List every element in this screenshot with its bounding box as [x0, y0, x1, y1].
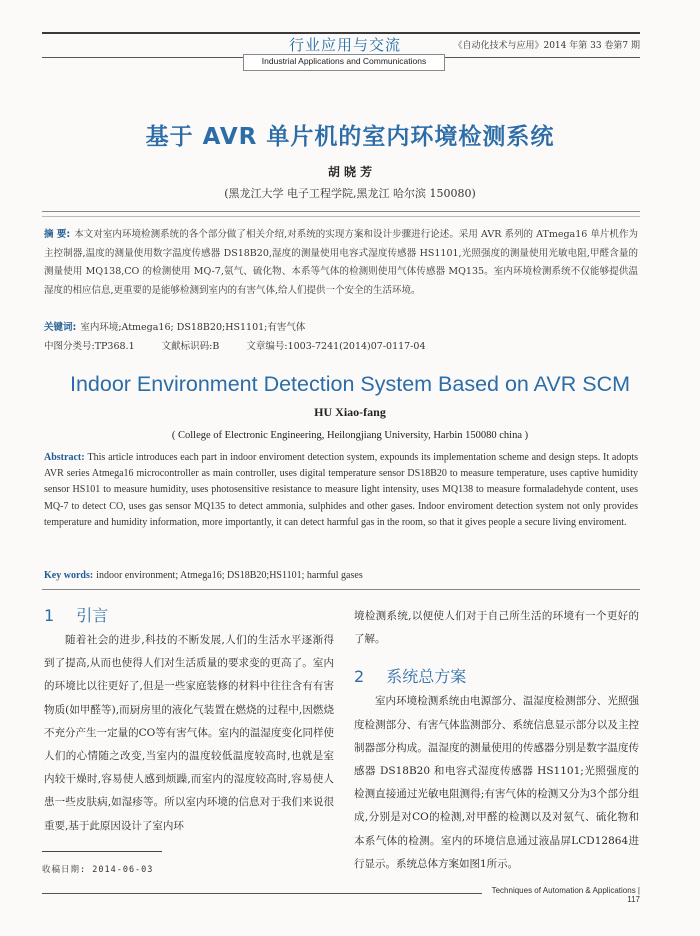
keywords-cn-label: 关键词:	[44, 322, 77, 333]
section-2-body	[354, 690, 639, 876]
header-section-subtitle: Industrial Applications and Communications	[261, 56, 427, 66]
section-1-heading	[44, 603, 334, 626]
paper-title: 基于 AVR 单片机的室内环境检测系统	[145, 124, 555, 150]
page-footer-rule	[42, 893, 482, 894]
keywords-en	[44, 570, 638, 581]
section-1-continuation	[354, 605, 639, 651]
abstract-cn-label: 摘 要:	[44, 229, 71, 240]
author-affiliation: (黑龙江大学 电子工程学院,黑龙江 哈尔滨 150080)	[224, 187, 476, 200]
header-section-title: 行业应用与交流	[288, 36, 401, 54]
abstract-en-text: This article introduces each part in indoor enviroment detection system, expounds its implementation scheme and design steps. It adopts AVR series Atmega16 microcontroller as main controller, uses digital temperature sensor DS18B20 to measure temperature, uses captive humidity sensor HS101 to measure humidity, uses photosensitive resistance to measure light intensity, uses MQ138 to measure formaladehyde content, uses MQ-7 to detect CO, uses gas sensor MQ135 to detect ammonia, sulphides and other gases. Indoor enviroment detection system not only provides temperature and humidity information, more importantly, it can detect harmful gas in the room, so that it gives people a secure living enviroment.	[44, 452, 638, 528]
received-date: 收稿日期: 2014-06-03	[42, 865, 154, 875]
keywords-cn	[44, 319, 638, 333]
section-2-title: 系统总方案	[386, 667, 467, 687]
section-2-heading	[354, 664, 639, 687]
page-footer: Techniques of Automation & Applications | 117	[491, 886, 640, 904]
section-2-paragraph: 室内环境检测系统由电源部分、温湿度检测部分、光照强度检测部分、有害气体监测部分、系统信息显示部分以及主控制器部分构成。温湿度的测量使用的传感器分别是数字温度传感器 DS18B20 和电容式湿度传感器 HS1101;光照强度的检测直接通过光敏电阻测得;有害气体的检测又分为3个部分组成,分别是对CO的检测,对甲醛的检测以及对氨气、硫化物和本系气体的检测。室内的环境信息通过液晶屏LCD12864进行显示。系统总体方案如图1所示。	[354, 695, 639, 870]
section-1-title: 引言	[76, 606, 109, 625]
author-name-en: HU Xiao-fang	[314, 405, 386, 419]
footnote-rule	[42, 851, 162, 852]
keywords-en-text: indoor environment; Atmega16; DS18B20;HS1101; harmful gases	[96, 570, 363, 581]
abstract-top-rule	[42, 211, 640, 212]
abstract-cn-text: 本文对室内环境检测系统的各个部分做了相关介绍,对系统的实现方案和设计步骤进行论述。采用 AVR 系列的 ATmega16 单片机作为主控制器,温度的测量使用数字温度传感器 DS18B20,湿度的测量使用电容式湿度传感器 HS1101,光照强度的测量使用光敏电阻,甲醛含量的测量使用 MQ138,CO 的检测使用 MQ-7,氨气、硫化物、本系等气体的检测则使用气体传感器 MQ135。室内环境检测系统不仅能够提供温湿度的相应信息,更重要的是能够检测到室内的有害气体,给人们提供一个安全的生活环境。	[44, 229, 638, 296]
abstract-top-rule-thin	[42, 216, 640, 217]
section-1	[44, 603, 334, 838]
section-2-number: 2	[354, 667, 365, 687]
header-journal-info: 《自动化技术与应用》2014 年第 33 卷第7 期	[453, 41, 640, 51]
right-column	[354, 605, 639, 876]
document-code: 文献标识码:B	[161, 341, 220, 352]
keywords-en-label: Key words:	[44, 570, 94, 581]
section-1-number: 1	[44, 606, 55, 625]
abstract-en	[44, 450, 638, 531]
body-top-rule	[42, 589, 640, 590]
paper-title-en: Indoor Environment Detection System Based on AVR SCM	[69, 372, 631, 396]
classification-line	[44, 338, 638, 352]
abstract-cn	[44, 226, 638, 300]
author-name: 胡 晓 芳	[327, 165, 373, 179]
section-1-paragraph-cont: 境检测系统,以便使人们对于自己所生活的环境有一个更好的了解。	[354, 610, 639, 646]
article-number: 文章编号:1003-7241(2014)07-0117-04	[246, 341, 426, 352]
clc-number: 中图分类号:TP368.1	[44, 341, 135, 352]
abstract-en-label: Abstract:	[44, 452, 85, 463]
keywords-cn-text: 室内环境;Atmega16; DS18B20;HS1101;有害气体	[80, 322, 306, 333]
section-1-body	[44, 629, 334, 838]
section-1-paragraph: 随着社会的进步,科技的不断发展,人们的生活水平逐渐得到了提高,从而也使得人们对生活质量的要求变的更高了。室内的环境比以往更好了,但是一些家庭装修的材料中往往含有有害物质(如甲醛等),而厨房里的液化气装置在燃烧的过程中,因燃烧不充分产生一定量的CO等有害气体。室内的温湿度变化同样使人们的心情随之改变,当室内的温度较低温度较高时,也就是室内较干燥时,容易使人感到烦躁,而室内的湿度较高时,容易使人患一些皮肤病,如湿疹等。所以室内环境的信息对于我们来说很重要,基于此原因设计了室内环	[44, 634, 334, 832]
author-affiliation-en: ( College of Electronic Engineering, Heilongjiang University, Harbin 150080 china )	[171, 430, 529, 441]
